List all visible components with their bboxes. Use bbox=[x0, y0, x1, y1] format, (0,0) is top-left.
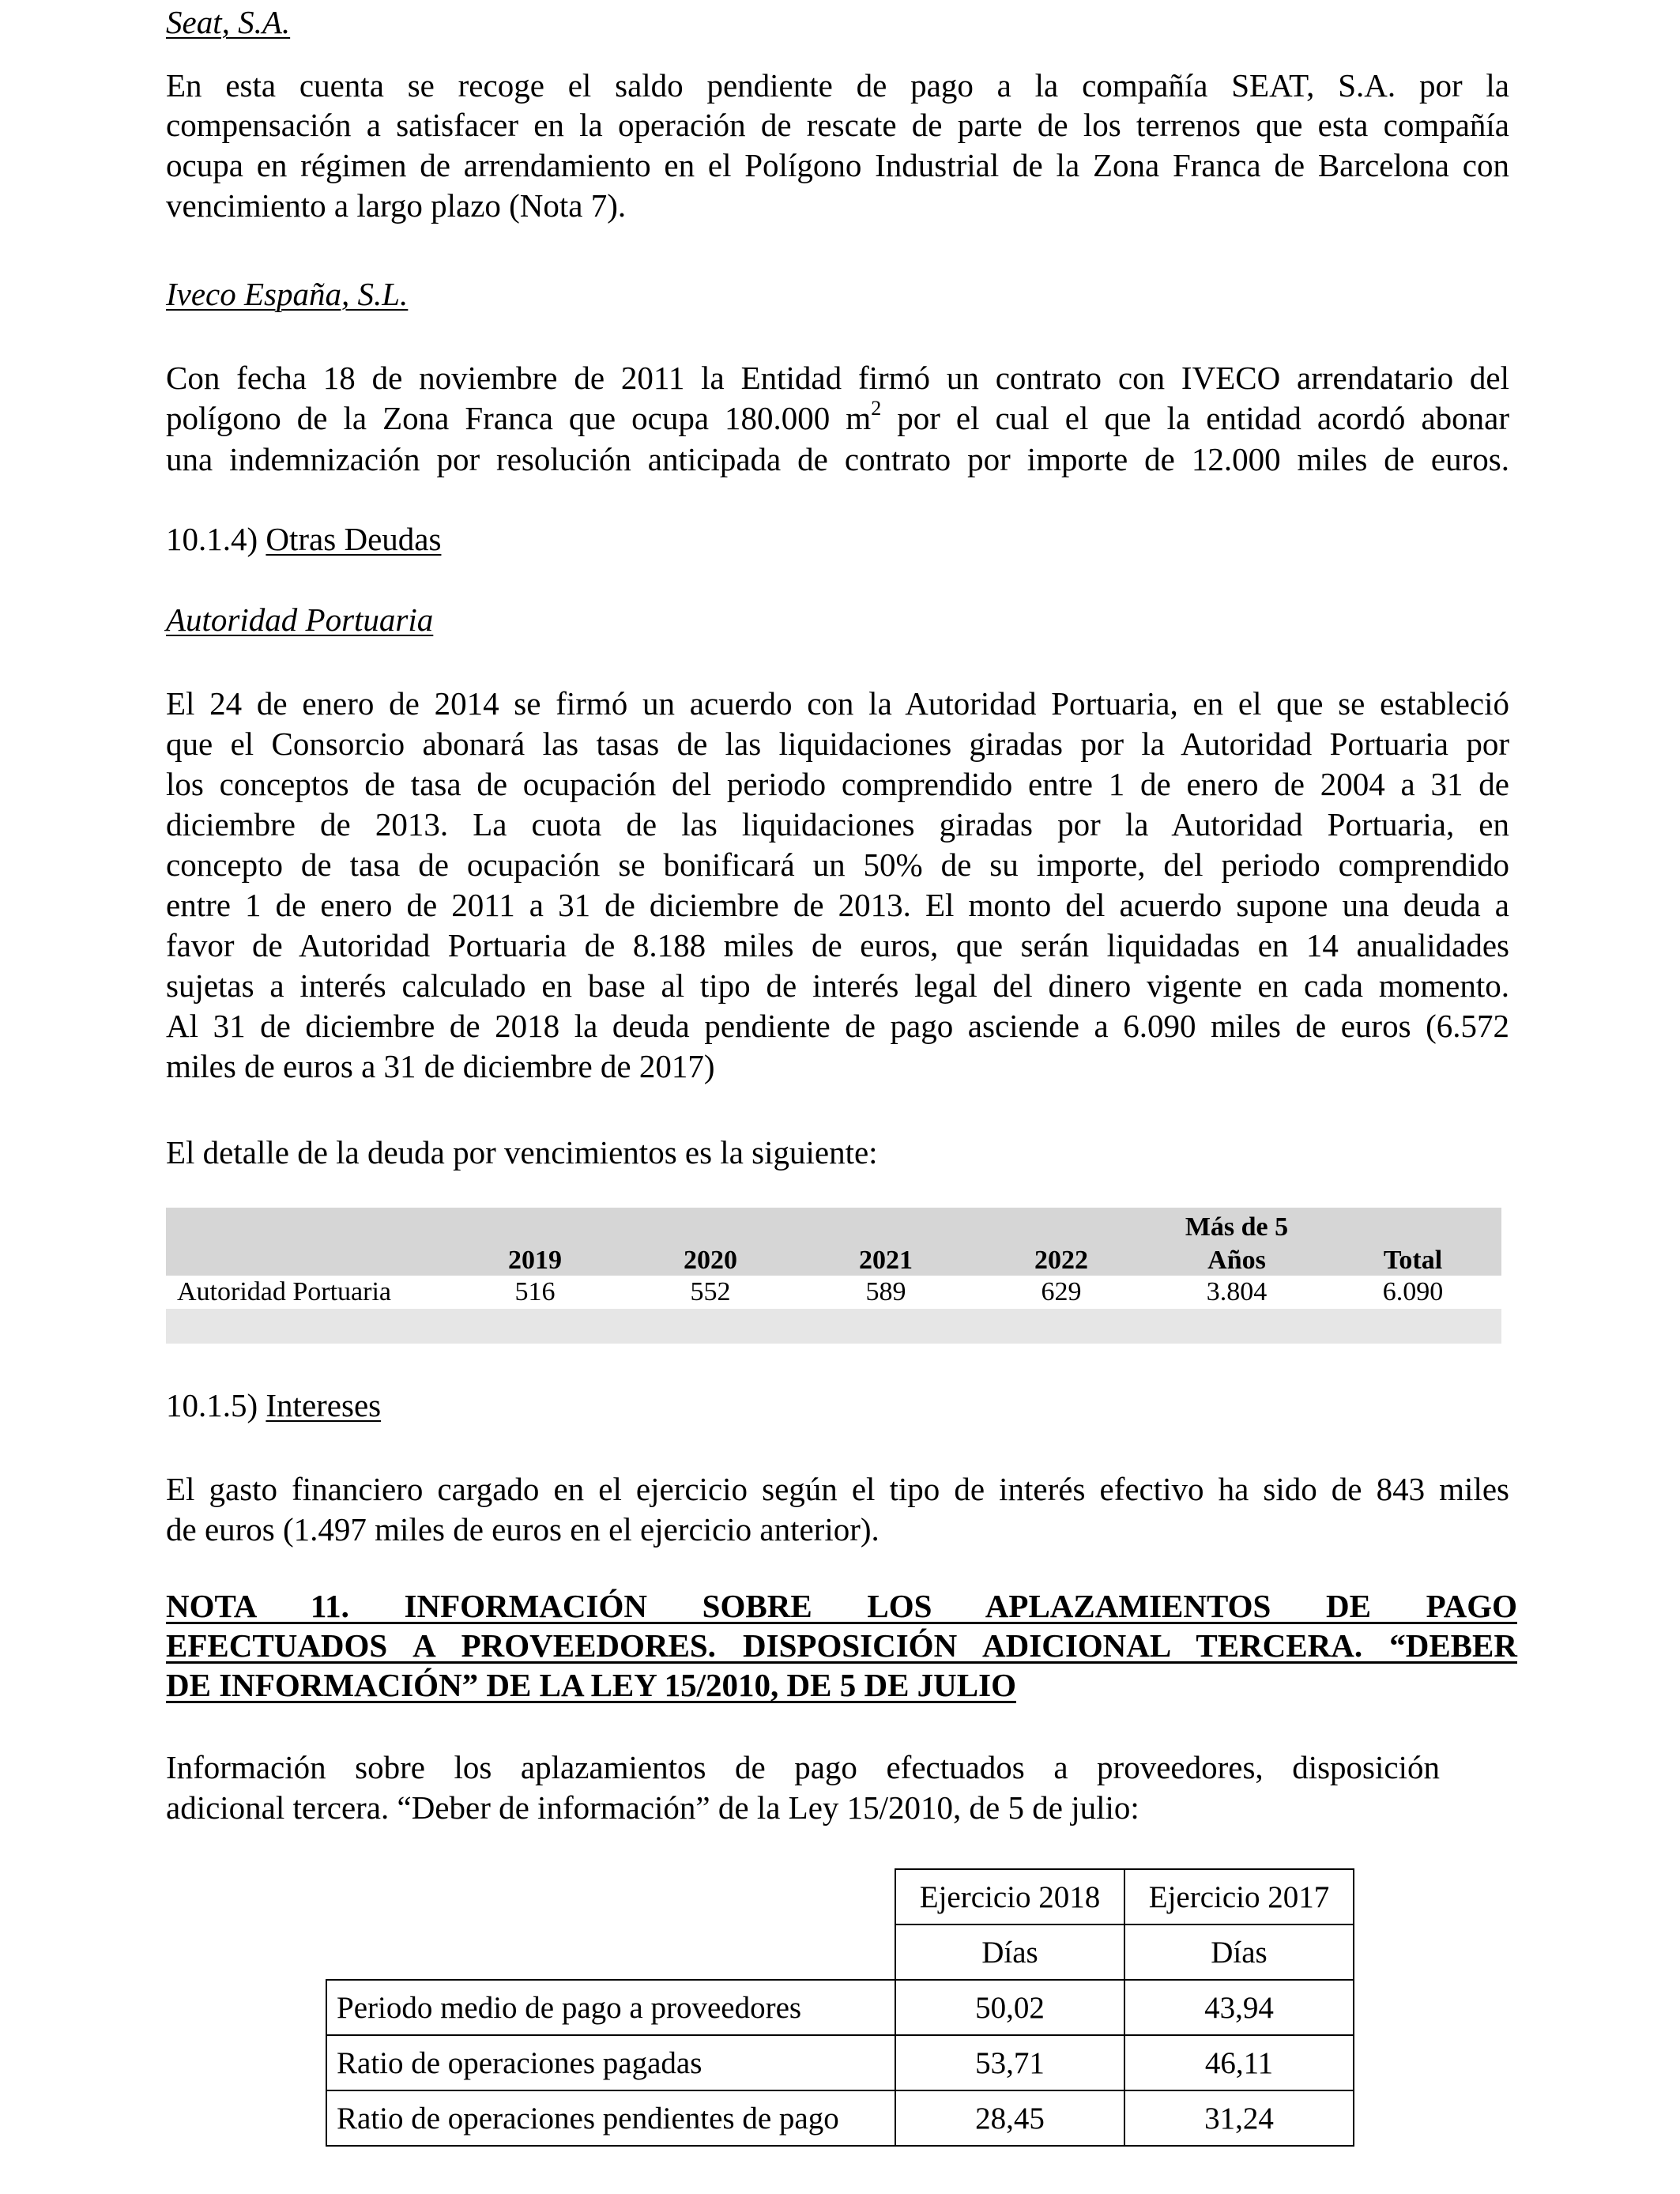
table-header-row bbox=[166, 1208, 1501, 1242]
header-cell bbox=[623, 1208, 798, 1242]
otras-paragraph-line: El 24 de enero de 2014 se firmó un acuerdo con la Autoridad Portuaria, en el que se estableció bbox=[166, 685, 1509, 722]
table-cell: 3.804 bbox=[1206, 1277, 1268, 1306]
header-cell: Ejercicio 2017 bbox=[1124, 1869, 1354, 1924]
nota-11-title-line: EFECTUADOS A PROVEEDORES. DISPOSICIÓN ADICIONAL TERCERA. “DEBER bbox=[166, 1627, 1517, 1664]
otras-paragraph-line: diciembre de 2013. La cuota de las liquidaciones giradas por la Autoridad Portuaria, en bbox=[166, 806, 1509, 843]
section-heading-otras-deudas: 10.1.4) Otras Deudas bbox=[166, 521, 442, 557]
header-cell bbox=[166, 1208, 447, 1242]
otras-paragraph-line: favor de Autoridad Portuaria de 8.188 miles de euros, que serán liquidadas en 14 anualidades bbox=[166, 927, 1509, 963]
header-cell bbox=[166, 1242, 447, 1276]
table-cell: 629 bbox=[1041, 1277, 1082, 1306]
otras-paragraph-line: miles de euros a 31 de diciembre de 2017) bbox=[166, 1048, 715, 1084]
table-cell: Periodo medio de pago a proveedores bbox=[326, 1980, 895, 2035]
iveco-paragraph-line: Con fecha 18 de noviembre de 2011 la Entidad firmó un contrato con IVECO arrendatario del bbox=[166, 360, 1509, 396]
header-cell bbox=[974, 1208, 1149, 1242]
iveco-heading: Iveco España, S.L. bbox=[166, 276, 409, 312]
table-header-row bbox=[326, 1924, 1354, 1980]
table-cell: Ratio de operaciones pagadas bbox=[326, 2035, 895, 2090]
otras-paragraph-line: concepto de tasa de ocupación se bonificará un 50% de su importe, del periodo comprendido bbox=[166, 846, 1509, 883]
table-cell: 50,02 bbox=[895, 1980, 1124, 2035]
header-cell: Días bbox=[895, 1924, 1124, 1980]
nota-11-intro-line: adicional tercera. “Deber de información” de la Ley 15/2010, de 5 de julio: bbox=[166, 1789, 1139, 1826]
seat-heading: Seat, S.A. bbox=[166, 4, 291, 40]
seat-paragraph-line: compensación a satisfacer en la operación de rescate de parte de los terrenos que esta compañía bbox=[166, 107, 1509, 143]
nota-11-title-line: DE INFORMACIÓN” DE LA LEY 15/2010, DE 5 DE JULIO bbox=[166, 1667, 1016, 1703]
header-cell: 2020 bbox=[623, 1242, 798, 1276]
table-empty-row bbox=[166, 1309, 1501, 1344]
table-cell: 43,94 bbox=[1124, 1980, 1354, 2035]
intereses-paragraph-line: El gasto financiero cargado en el ejercicio según el tipo de interés efectivo ha sido de 843 miles bbox=[166, 1471, 1509, 1507]
autoridad-portuaria-heading: Autoridad Portuaria bbox=[166, 601, 434, 638]
header-cell: 2022 bbox=[974, 1242, 1149, 1276]
table-cell: Ratio de operaciones pendientes de pago bbox=[326, 2090, 895, 2146]
superscript: 2 bbox=[871, 397, 882, 420]
intereses-paragraph-line: de euros (1.497 miles de euros en el ejercicio anterior). bbox=[166, 1511, 880, 1547]
table-header-row bbox=[326, 1869, 1354, 1924]
otras-paragraph-line: que el Consorcio abonará las tasas de las liquidaciones giradas por la Autoridad Portuaria por bbox=[166, 726, 1509, 762]
nota-11-intro-line: Información sobre los aplazamientos de pago efectuados a proveedores, disposición bbox=[166, 1749, 1440, 1785]
header-cell bbox=[1324, 1208, 1501, 1242]
iveco-paragraph-line: polígono de la Zona Franca que ocupa 180.000 $m^2$ por el cual el que la entidad acordó abonar bbox=[166, 397, 1509, 436]
header-cell: Más de 5 bbox=[1149, 1208, 1324, 1242]
nota-11-title-line: NOTA 11. INFORMACIÓN SOBRE LOS APLAZAMIENTOS DE PAGO bbox=[166, 1588, 1517, 1624]
otras-paragraph-line: los conceptos de tasa de ocupación del periodo comprendido entre 1 de enero de 2004 a 31 de bbox=[166, 766, 1509, 802]
header-cell: Días bbox=[1124, 1924, 1354, 1980]
header-cell bbox=[447, 1208, 623, 1242]
table-row bbox=[166, 1276, 1501, 1309]
header-cell: 2021 bbox=[798, 1242, 974, 1276]
header-cell: Total bbox=[1324, 1242, 1501, 1276]
table-cell: 31,24 bbox=[1124, 2090, 1354, 2146]
detalle-text: El detalle de la deuda por vencimientos es la siguiente: bbox=[166, 1134, 878, 1171]
header-cell bbox=[798, 1208, 974, 1242]
table-header-row bbox=[166, 1242, 1501, 1276]
table-row bbox=[326, 1980, 1354, 2035]
table-cell: 53,71 bbox=[895, 2035, 1124, 2090]
table-row bbox=[326, 2035, 1354, 2090]
seat-paragraph-line: En esta cuenta se recoge el saldo pendiente de pago a la compañía SEAT, S.A. por la bbox=[166, 67, 1509, 104]
table-cell: 589 bbox=[865, 1277, 906, 1306]
seat-paragraph-line: ocupa en régimen de arrendamiento en el Polígono Industrial de la Zona Franca de Barcelona con bbox=[166, 147, 1509, 183]
table-cell: 516 bbox=[514, 1277, 556, 1306]
otras-paragraph-line: Al 31 de diciembre de 2018 la deuda pendiente de pago asciende a 6.090 miles de euros (6.572 bbox=[166, 1008, 1509, 1044]
otras-paragraph-line: sujetas a interés calculado en base al tipo de interés legal del dinero vigente en cada momento. bbox=[166, 967, 1509, 1004]
table-row bbox=[326, 2090, 1354, 2146]
section-heading-intereses: 10.1.5) Intereses bbox=[166, 1387, 382, 1423]
header-cell: 2019 bbox=[447, 1242, 623, 1276]
header-cell: Ejercicio 2018 bbox=[895, 1869, 1124, 1924]
header-cell: Años bbox=[1149, 1242, 1324, 1276]
otras-paragraph-line: entre 1 de enero de 2011 a 31 de diciembre de 2013. El monto del acuerdo supone una deuda a bbox=[166, 887, 1509, 923]
table-cell: 552 bbox=[690, 1277, 731, 1306]
table-cell: 28,45 bbox=[895, 2090, 1124, 2146]
table-cell: Autoridad Portuaria bbox=[177, 1277, 391, 1306]
debt-maturity-table bbox=[166, 1208, 1501, 1344]
table-cell: 46,11 bbox=[1124, 2035, 1354, 2090]
iveco-paragraph-line: una indemnización por resolución anticipada de contrato por importe de 12.000 miles de euros. bbox=[166, 441, 1509, 477]
seat-paragraph-line: vencimiento a largo plazo (Nota 7). bbox=[166, 187, 627, 224]
payment-deferral-table bbox=[326, 1868, 1354, 2147]
table-cell: 6.090 bbox=[1382, 1277, 1444, 1306]
